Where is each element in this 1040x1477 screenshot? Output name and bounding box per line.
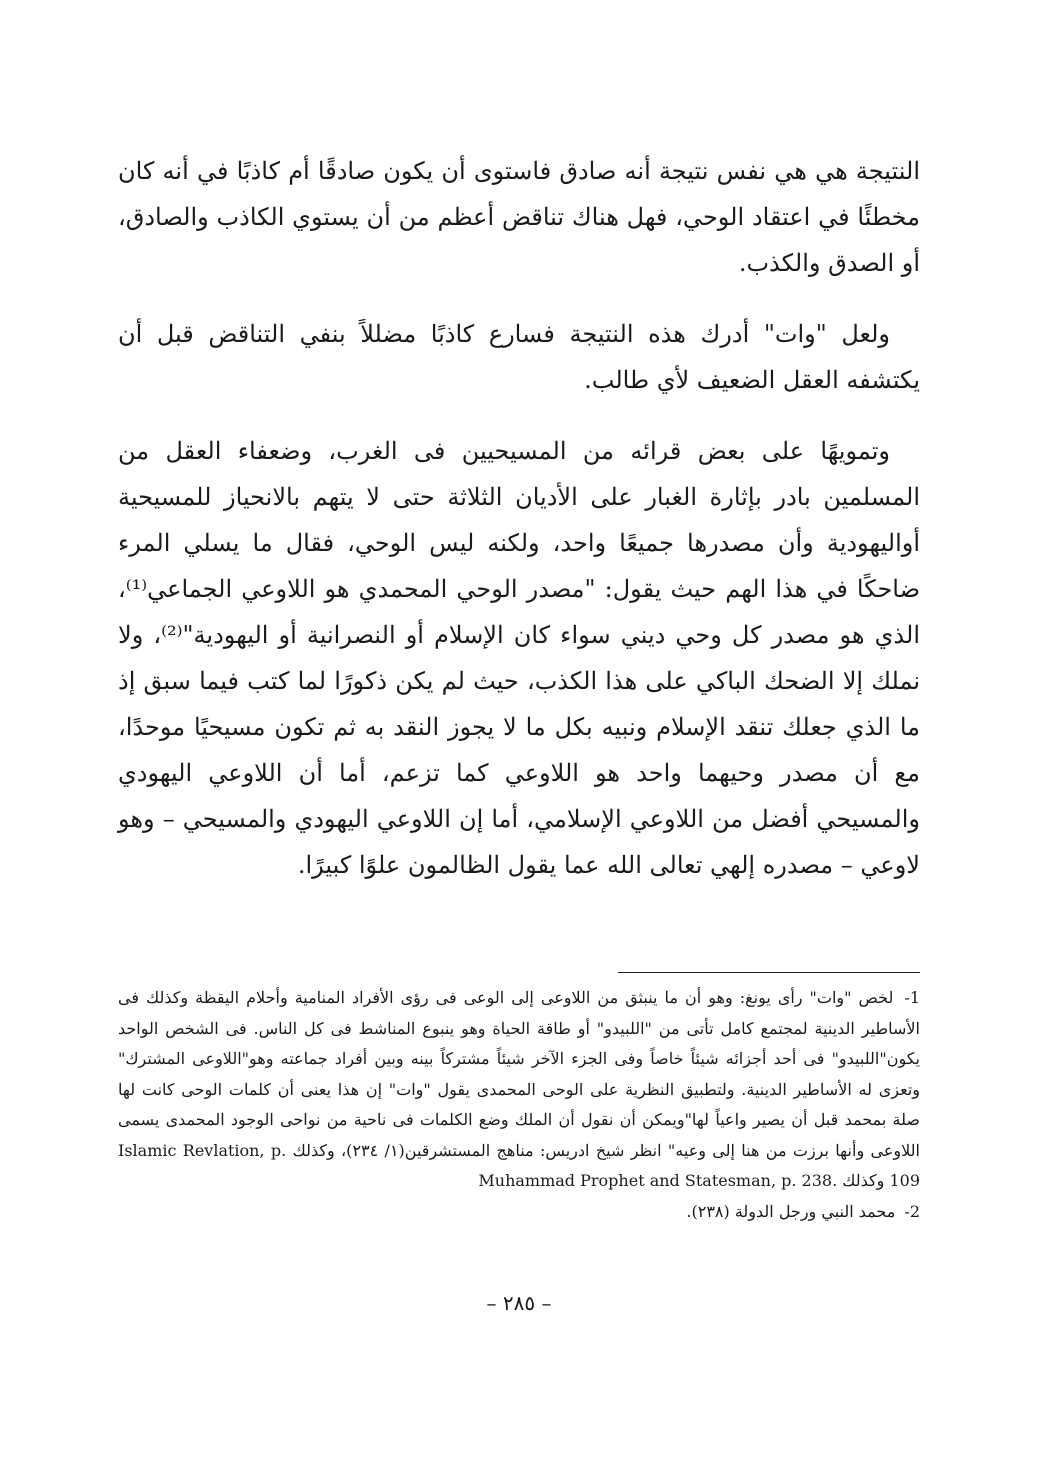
paragraph-2: ولعل "وات" أدرك هذه النتيجة فسارع كاذبًا مضللاً بنفي التناقض قبل أن يكتشفه العقل الضعيف لأي طالب. [118, 320, 920, 394]
footnote-1-number: 1- [904, 988, 920, 1007]
document-page [118, 0, 920, 1477]
footnote-divider [618, 972, 920, 973]
footnote-2 [118, 1197, 920, 1228]
paragraph-3: وتمويهًا على بعض قرائه من المسيحيين فى الغرب، وضعفاء العقل من المسلمين بادر بإثارة الغبار على الأديان الثلاثة حتى لا يتهم بالانحياز للمسيحية أواليهودية وأن مصدرها جميعًا واحد، ولكنه ليس الوحي، فقال ما يسلي المرء ضاحكًا في هذا الهم حيث يقول: "مصدر الوحي المحمدي هو اللاوعي الجماعي⁽¹⁾، الذي هو مصدر كل وحي ديني سواء كان الإسلام أو النصرانية أو اليهودية"⁽²⁾، ولا نملك إلا الضحك الباكي على هذا الكذب، حيث لم يكن ذكورًا لما كتب فيما سبق إذ ما الذي جعلك تنقد الإسلام ونبيه بكل ما لا يجوز النقد به ثم تكون مسيحيًا موحدًا، مع أن مصدر وحيهما واحد هو اللاوعي كما تزعم، أما أن اللاوعي اليهودي والمسيحي أفضل من اللاوعي الإسلامي، أما إن اللاوعي اليهودي والمسيحي – وهو لاوعي – مصدره إلهي تعالى الله عما يقول الظالمون علوًا كبيرًا. [118, 437, 920, 879]
paragraph-1: النتيجة هي هي نفس نتيجة أنه صادق فاستوى أن يكون صادقًا أم كاذبًا في أنه كان مخطئًا في اعتقاد الوحي، فهل هناك تناقض أعظم من أن يستوي الكاذب والصادق، أو الصدق والكذب. [118, 157, 920, 277]
footnote-1-connector: وكذلك [842, 1171, 885, 1190]
page-number: – ٢٨٥ – [486, 1291, 552, 1315]
footnote-1 [118, 983, 920, 1197]
footnote-1-reference-a: Islamic Revlation, p. 109 [118, 1140, 920, 1190]
main-text [118, 148, 920, 913]
footnote-1-text: لخص "وات" رأى يونغ: وهو أن ما ينبثق من اللاوعى إلى الوعى فى رؤى الأفراد المنامية وأحلام اليقظة وكذلك فى الأساطير الدينية لمجتمع كامل تأتى من "اللبيدو" أو طاقة الحياة وهو ينبوع المناشط فى كل الناس. فى الشخص الواحد يكون"اللبيدو" فى أحد أجزائه شيئاً خاصاً وفى الجزء الآخر شيئاً مشتركاً بينه وبين أفراد جماعته وهو"اللاوعى المشترك" وتعزى له الأساطير الدينية. ولتطبيق النظرية على الوحى المحمدى يقول "وات" إن هذا يعنى أن كلمات الوحى كانت لها صلة بمحمد قبل أن يصير واعياً لها"ويمكن أن نقول أن الملك وضع الكلمات فى ناحية من نواحى الوجود المحمدى يسمى اللاوعى وأنها برزت من هنا إلى وعيه" انظر شيخ ادريس: مناهج المستشرقين(١/ ٢٣٤)، وكذلك [118, 988, 921, 1160]
footnote-2-number: 2- [904, 1201, 920, 1221]
footnote-1-reference-b: Muhammad Prophet and Statesman, p. 238. [478, 1171, 838, 1190]
footnote-2-text: محمد النبي ورجل الدولة (٢٣٨). [686, 1201, 896, 1221]
footnotes [118, 983, 920, 1227]
